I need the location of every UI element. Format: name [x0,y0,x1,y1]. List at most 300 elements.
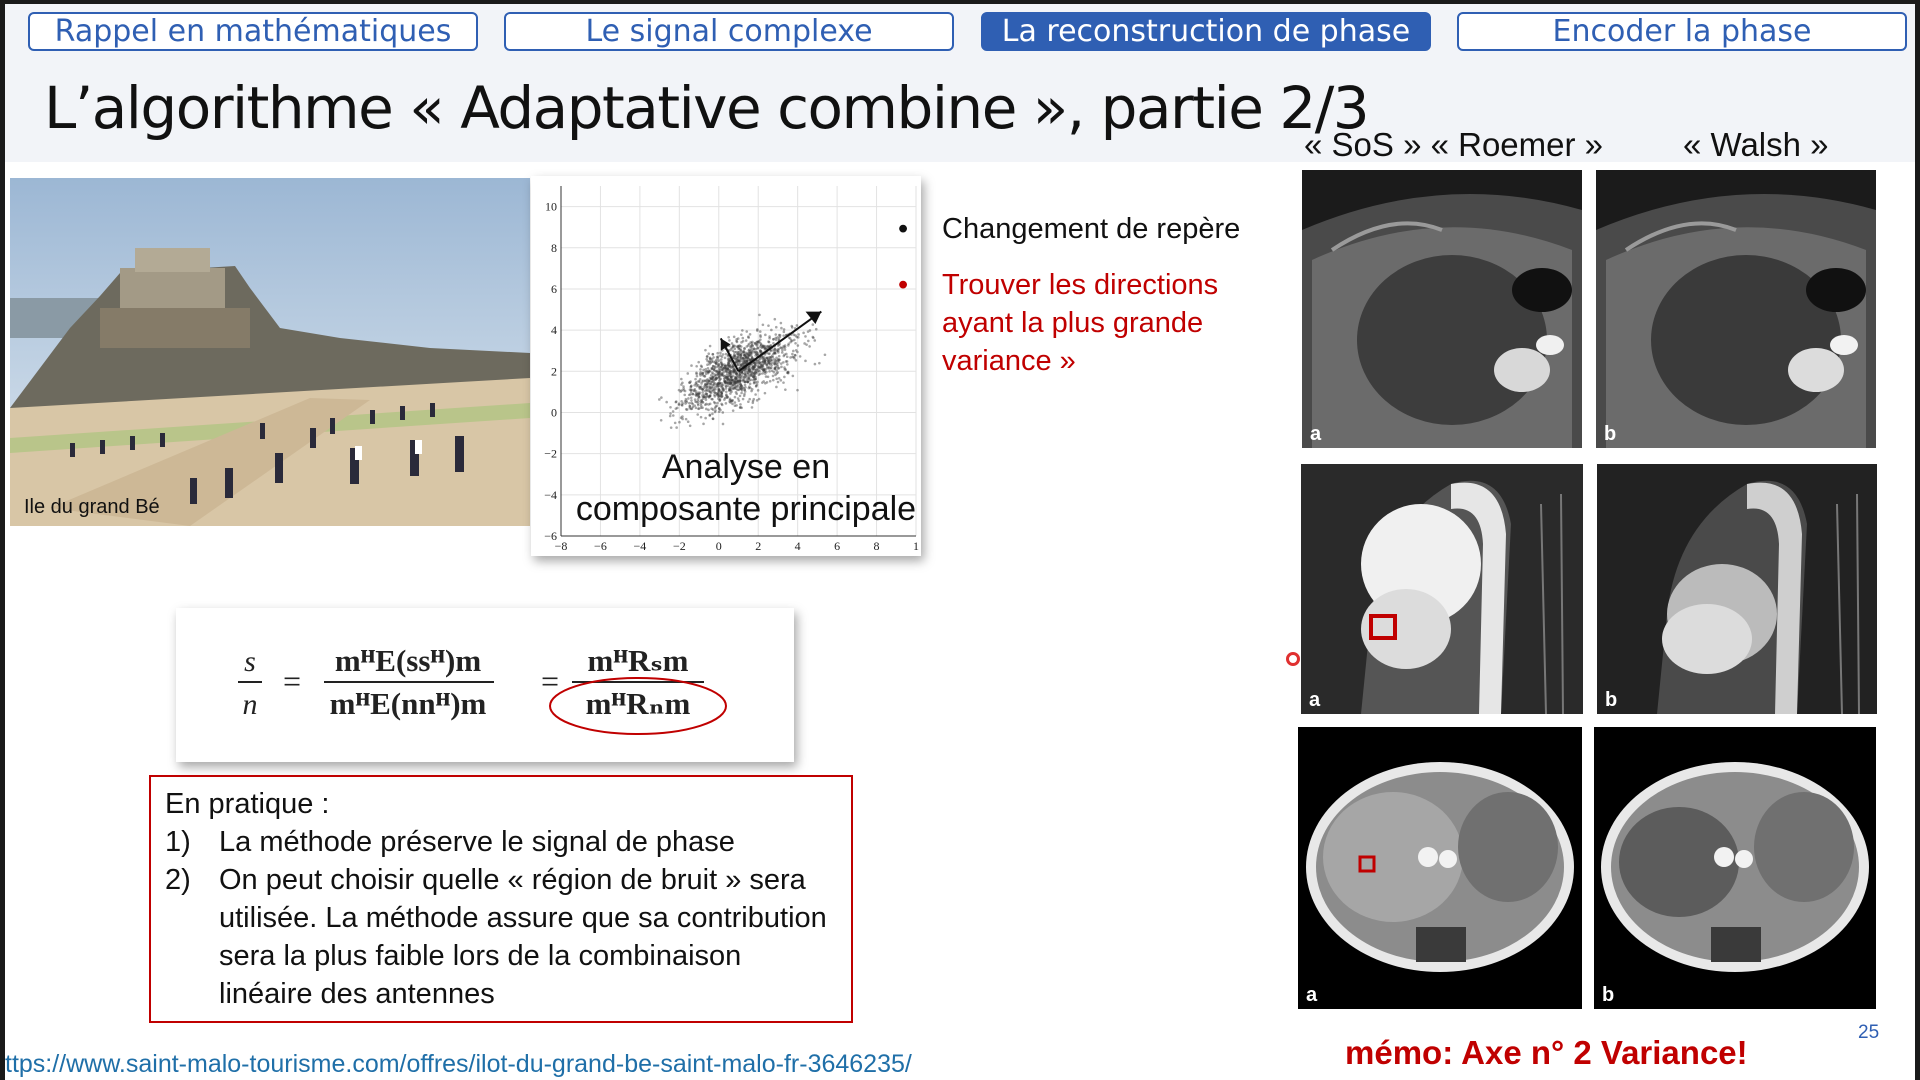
scatter-point [740,392,743,395]
scatter-point [773,348,776,351]
scatter-point [712,417,715,420]
scatter-point [716,386,719,389]
scatter-point [665,401,668,404]
scatter-point [718,389,721,392]
scatter-point [797,333,800,336]
scatter-point [694,398,697,401]
scatter-point [776,348,779,351]
x-tick-label: 1 [913,539,919,553]
scatter-point [804,335,807,338]
scatter-point [734,401,737,404]
bullet-text: Trouver les directions ayant la plus grande variance » [942,269,1219,377]
scatter-point [752,372,755,375]
scatter-point [675,407,678,410]
scatter-point [722,423,725,426]
scatter-point [736,389,739,392]
header-walsh: « Walsh » [1683,126,1829,163]
practice-item-1 [165,823,837,861]
scatter-point [669,415,672,418]
scatter-point [754,381,757,384]
scatter-point [768,356,771,359]
x-tick-label: 6 [834,539,841,553]
scatter-point [716,402,719,405]
scatter-point [675,400,678,403]
scatter-point [730,348,733,351]
scatter-point [705,399,708,402]
scatter-point [812,336,815,339]
scatter-point [757,369,760,372]
scatter-point [725,402,728,405]
scatter-point [735,391,738,394]
scatter-point [772,338,775,341]
mri-label: b [1602,984,1615,1006]
scatter-point [714,407,717,410]
scatter-point [755,384,758,387]
scatter-point [808,345,811,348]
scatter-point [737,358,740,361]
scatter-point [709,345,712,348]
scatter-point [704,349,707,352]
scatter-point [782,355,785,358]
scatter-point [714,388,717,391]
scatter-point [710,407,713,410]
scatter-point [741,337,744,340]
scatter-point [705,393,708,396]
scatter-point [807,340,810,343]
scatter-point [683,394,686,397]
scatter-point [769,367,772,370]
mri-label: a [1309,689,1321,711]
scatter-point [743,379,746,382]
scatter-point [716,366,719,369]
scatter-point [711,398,714,401]
scatter-point [768,335,771,338]
scatter-point [768,352,771,355]
scatter-point [775,377,778,380]
scatter-point [780,362,783,365]
scatter-point [719,378,722,381]
photo-caption: Ile du grand Bé [24,496,160,518]
scatter-point [740,349,743,352]
scatter-point [799,355,802,358]
scatter-point [681,381,684,384]
scatter-point [784,348,787,351]
scatter-point [751,356,754,359]
scatter-point [708,361,711,364]
scatter-point [707,403,710,406]
scatter-point [753,347,756,350]
scatter-point [786,355,789,358]
scatter-point [781,351,784,354]
scatter-point [732,409,735,412]
scatter-point [678,421,681,424]
scatter-point [710,376,713,379]
scatter-point [713,394,716,397]
scatter-point [694,378,697,381]
scatter-point [758,373,761,376]
tab-encoder-phase[interactable]: Encoder la phase [1457,12,1907,51]
scatter-point [712,384,715,387]
scatter-point [721,373,724,376]
scatter-point [715,392,718,395]
practice-item-number: 2) [165,864,191,896]
scatter-point [697,404,700,407]
scatter-point [776,365,779,368]
scatter-point [700,399,703,402]
scatter-point [767,324,770,327]
scatter-point [748,398,751,401]
scatter-point [730,376,733,379]
scatter-point [720,385,723,388]
scatter-point [749,382,752,385]
scatter-point [700,402,703,405]
memo-note: mémo: Axe n° 2 Variance! [1345,1034,1748,1071]
scatter-point [682,402,685,405]
scatter-point [678,389,681,392]
scatter-point [700,406,703,409]
pca-label [556,446,936,530]
scatter-point [777,381,780,384]
y-tick-label: 2 [551,364,557,379]
scatter-point [720,403,723,406]
scatter-point [782,334,785,337]
scatter-point [756,328,759,331]
scatter-point [710,360,713,363]
scatter-point [773,371,776,374]
scatter-point [691,403,694,406]
scatter-point [689,393,692,396]
scatter-point [702,374,705,377]
x-tick-label: −4 [633,539,647,553]
scatter-point [685,418,688,421]
scatter-point [802,332,805,335]
scatter-point [790,325,793,328]
scatter-point [709,387,712,390]
scatter-point [714,402,717,405]
scatter-point [704,417,707,420]
scatter-point [713,369,716,372]
mri-coronal-b [1597,464,1877,714]
scatter-point [731,403,734,406]
scatter-point [745,339,748,342]
scatter-point [660,396,663,399]
scatter-point [758,398,761,401]
scatter-point [696,375,699,378]
scatter-point [733,387,736,390]
scatter-point [726,367,729,370]
mri-label: b [1604,423,1617,445]
scatter-point [766,356,769,359]
scatter-point [669,412,672,415]
scatter-point [726,377,729,380]
scatter-point [697,384,700,387]
y-tick-label: 8 [551,240,557,255]
scatter-point [785,360,788,363]
scatter-point [766,381,769,384]
scatter-point [681,418,684,421]
scatter-point [766,346,769,349]
scatter-point [722,387,725,390]
scatter-point [724,357,727,360]
scatter-point [709,356,712,359]
x-tick-label: 4 [794,539,801,553]
scatter-point [721,395,724,398]
scatter-point [732,384,735,387]
scatter-point [687,420,690,423]
snr-formula [176,608,794,762]
scatter-point [716,369,719,372]
scatter-point [739,376,742,379]
scatter-point [702,423,705,426]
scatter-point [747,336,750,339]
scatter-point [770,364,773,367]
scatter-point [760,346,763,349]
scatter-point [733,336,736,339]
tab-signal-complexe[interactable]: Le signal complexe [504,12,954,51]
scatter-point [746,360,749,363]
scatter-point [790,339,793,342]
scatter-point [743,388,746,391]
scatter-point [745,330,748,333]
scatter-point [767,340,770,343]
scatter-point [739,354,742,357]
scatter-point [753,378,756,381]
bullet-dot: • [898,269,909,301]
scatter-point [812,323,815,326]
tab-reconstruction-phase[interactable]: La reconstruction de phase [981,12,1431,51]
scatter-point [714,409,717,412]
scatter-point [701,394,704,397]
source-url-link[interactable]: ttps://www.saint-malo-tourisme.com/offres/ilot-du-grand-be-saint-malo-fr-3646235/ [5,1050,912,1078]
scatter-point [701,372,704,375]
scatter-point [721,362,724,365]
scatter-point [705,386,708,389]
scatter-point [755,362,758,365]
scatter-point [690,385,693,388]
scatter-point [743,354,746,357]
scatter-point [776,336,779,339]
scatter-point [752,398,755,401]
scatter-point [727,336,730,339]
scatter-point [735,361,738,364]
scatter-point [690,390,693,393]
scatter-point [783,376,786,379]
scatter-point [701,391,704,394]
scatter-point [774,352,777,355]
scatter-point [744,373,747,376]
scatter-point [780,327,783,330]
scatter-point [763,370,766,373]
scatter-point [718,363,721,366]
scatter-point [680,378,683,381]
scatter-point [687,397,690,400]
scatter-point [758,340,761,343]
pca-label-line1: Analyse en [661,448,831,486]
scatter-point [704,371,707,374]
scatter-point [792,375,795,378]
y-tick-label: 6 [551,281,557,296]
scatter-point [686,372,689,375]
scatter-point [746,353,749,356]
scatter-point [753,351,756,354]
scatter-point [680,389,683,392]
scatter-point [794,342,797,345]
scatter-point [734,404,737,407]
scatter-point [793,334,796,337]
scatter-point [755,372,758,375]
x-tick-label: 8 [873,539,880,553]
formula-eq-1: = [282,663,302,699]
scatter-point [750,390,753,393]
formula-mid-den: mᴴE(nnᴴ)m [329,686,487,721]
bullet-trouver-directions [886,266,1246,380]
scatter-point [726,381,729,384]
scatter-point [783,331,786,334]
scatter-point [691,393,694,396]
scatter-point [697,361,700,364]
x-tick-label: −8 [554,539,568,553]
scatter-point [682,385,685,388]
scatter-point [775,326,778,329]
scatter-point [712,353,715,356]
scatter-point [672,410,675,413]
scatter-point [709,383,712,386]
tab-rappel-math[interactable]: Rappel en mathématiques [28,12,478,51]
scatter-point [733,353,736,356]
mri-label: a [1310,423,1322,445]
scatter-point [729,370,732,373]
scatter-point [774,318,777,321]
scatter-point [779,334,782,337]
scatter-point [794,354,797,357]
mri-axial-a [1302,170,1582,448]
scatter-point [793,339,796,342]
practice-heading: En pratique : [165,788,330,820]
scatter-point [725,390,728,393]
scatter-point [697,395,700,398]
header-sos-roemer: « SoS » « Roemer » [1304,126,1603,163]
scatter-point [730,399,733,402]
scatter-point [706,355,709,358]
scatter-point [684,400,687,403]
scatter-point [698,387,701,390]
scatter-point [709,414,712,417]
scatter-point [751,341,754,344]
scatter-point [700,364,703,367]
scatter-point [739,344,742,347]
scatter-point [695,407,698,410]
scatter-point [715,405,718,408]
scatter-point [658,398,661,401]
bullet-text: Changement de repère [942,213,1241,245]
x-tick-label: −2 [672,539,686,553]
scatter-point [804,360,807,363]
scatter-point [725,353,728,356]
scatter-point [742,398,745,401]
scatter-point [767,375,770,378]
scatter-point [737,383,740,386]
scatter-point [775,386,778,389]
scatter-point [728,361,731,364]
scatter-point [714,365,717,368]
scatter-point [741,363,744,366]
scatter-point [784,388,787,391]
scatter-point [824,353,827,356]
scatter-point [685,408,688,411]
scatter-point [716,352,719,355]
scatter-point [749,333,752,336]
practice-box [149,775,853,1023]
scatter-point [704,403,707,406]
scatter-point [733,381,736,384]
scatter-point [764,345,767,348]
scatter-point [716,356,719,359]
scatter-point [741,372,744,375]
scatter-point [784,368,787,371]
formula-rhs-num: mᴴRₛm [587,643,689,678]
scatter-point [754,393,757,396]
scatter-point [712,372,715,375]
scatter-point [701,388,704,391]
scatter-point [688,405,691,408]
scatter-point [743,393,746,396]
scatter-point [743,347,746,350]
scatter-point [795,359,798,362]
scatter-point [714,361,717,364]
scatter-point [721,411,724,414]
scatter-point [807,330,810,333]
scatter-point [708,370,711,373]
scatter-point [778,377,781,380]
scatter-point [675,426,678,429]
scatter-point [764,347,767,350]
scatter-point [706,363,709,366]
scatter-point [704,380,707,383]
scatter-point [693,389,696,392]
scatter-point [796,389,799,392]
scatter-point [738,399,741,402]
scatter-point [705,358,708,361]
scatter-point [818,362,821,365]
scatter-point [780,322,783,325]
scatter-point [719,409,722,412]
scatter-point [689,380,692,383]
scatter-point [670,426,673,429]
scatter-point [730,390,733,393]
scatter-point [695,401,698,404]
scatter-point [768,370,771,373]
scatter-point [688,402,691,405]
pca-label-line2: composante principale [575,490,917,528]
scatter-point [740,384,743,387]
scatter-point [714,378,717,381]
y-tick-label: 0 [551,405,557,420]
practice-item-text: La méthode préserve le signal de phase [219,826,735,858]
scatter-point [704,368,707,371]
formula-eq-2: = [540,663,560,699]
x-tick-label: 2 [755,539,762,553]
scatter-point [764,392,767,395]
scatter-point [757,389,760,392]
photo-grand-be [10,178,530,526]
scatter-point [735,373,738,376]
scatter-point [758,314,761,317]
mri-coronal-a [1301,464,1583,714]
scatter-point [735,351,738,354]
scatter-point [726,370,729,373]
scatter-point [740,388,743,391]
slide-border-right [1915,0,1920,1080]
